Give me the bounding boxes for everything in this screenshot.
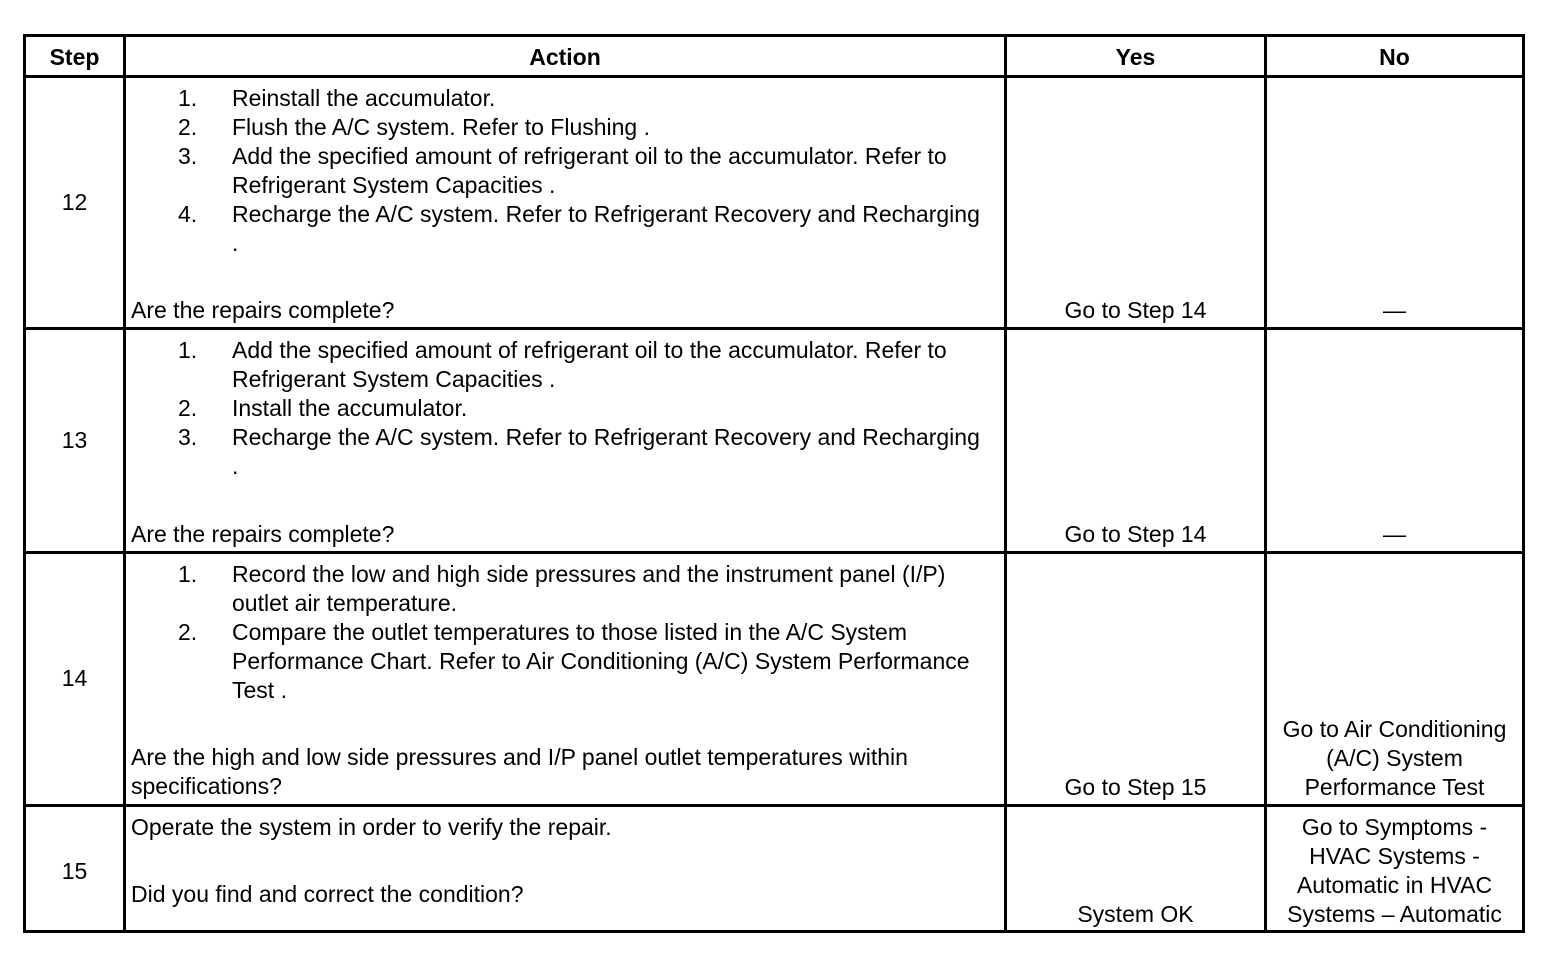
step-number: 13 (61, 427, 88, 453)
row-divider (26, 551, 1522, 554)
item-number: 3. (178, 424, 198, 450)
yes-result: Go to Step 14 (1064, 521, 1207, 547)
action-steps-list (126, 560, 992, 705)
list-item (126, 113, 992, 142)
question-text: Are the high and low side pressures and I/P panel outlet temperatures within specifications? (131, 744, 908, 799)
action-cell (126, 813, 1004, 931)
item-text: Add the specified amount of refrigerant oil to the accumulator. Refer to Refrigerant System Capacities . (232, 337, 947, 392)
item-number: 1. (178, 561, 198, 587)
row-divider (26, 804, 1522, 807)
item-text: Flush the A/C system. Refer to Flushing . (232, 114, 650, 140)
item-text: Reinstall the accumulator. (232, 85, 496, 111)
list-item (126, 618, 992, 705)
header-action: Action (529, 44, 601, 70)
row-divider (26, 75, 1522, 78)
action-steps-list (126, 84, 992, 258)
action-cell (126, 84, 1004, 324)
question-text: Are the repairs complete? (131, 521, 395, 547)
step-number: 15 (61, 858, 88, 884)
list-item (126, 423, 992, 481)
yes-result: Go to Step 15 (1064, 774, 1207, 800)
action-cell (126, 336, 1004, 548)
yes-result: System OK (1077, 901, 1194, 927)
item-text: Install the accumulator. (232, 395, 468, 421)
yes-result: Go to Step 14 (1064, 297, 1207, 323)
item-text: Record the low and high side pressures and the instrument panel (I/P) outlet air temperature. (232, 561, 946, 616)
row-divider (26, 327, 1522, 330)
item-number: 2. (178, 114, 198, 140)
question-text: Did you find and correct the condition? (131, 881, 524, 907)
no-result: Go to Symptoms - HVAC Systems - Automatic in HVAC Systems – Automatic (1287, 814, 1502, 927)
item-number: 4. (178, 201, 198, 227)
action-cell (126, 560, 1004, 801)
list-item (126, 336, 992, 394)
item-number: 2. (178, 395, 198, 421)
item-text: Add the specified amount of refrigerant oil to the accumulator. Refer to Refrigerant System Capacities . (232, 143, 947, 198)
question-text: Are the repairs complete? (131, 297, 395, 323)
header-no: No (1379, 44, 1410, 70)
no-result: Go to Air Conditioning (A/C) System Performance Test (1282, 716, 1507, 800)
action-steps-list (126, 336, 992, 481)
item-text: Recharge the A/C system. Refer to Refrigerant Recovery and Recharging . (232, 201, 980, 256)
item-number: 2. (178, 619, 198, 645)
list-item (126, 394, 992, 423)
item-text: Compare the outlet temperatures to those listed in the A/C System Performance Chart. Refer to Air Conditioning (A/C) System Performance Test . (232, 619, 970, 703)
item-text: Recharge the A/C system. Refer to Refrigerant Recovery and Recharging . (232, 424, 980, 479)
list-item (126, 560, 992, 618)
list-item (126, 200, 992, 258)
list-item (126, 142, 992, 200)
no-result: — (1383, 297, 1406, 323)
intro-text: Operate the system in order to verify the repair. (131, 814, 612, 840)
item-number: 1. (178, 337, 198, 363)
item-number: 3. (178, 143, 198, 169)
list-item (126, 84, 992, 113)
header-step: Step (49, 44, 100, 70)
diagnostic-table (23, 34, 1525, 933)
item-number: 1. (178, 85, 198, 111)
header-yes: Yes (1115, 44, 1156, 70)
step-number: 14 (61, 665, 88, 691)
step-number: 12 (61, 189, 88, 215)
no-result: — (1383, 521, 1406, 547)
